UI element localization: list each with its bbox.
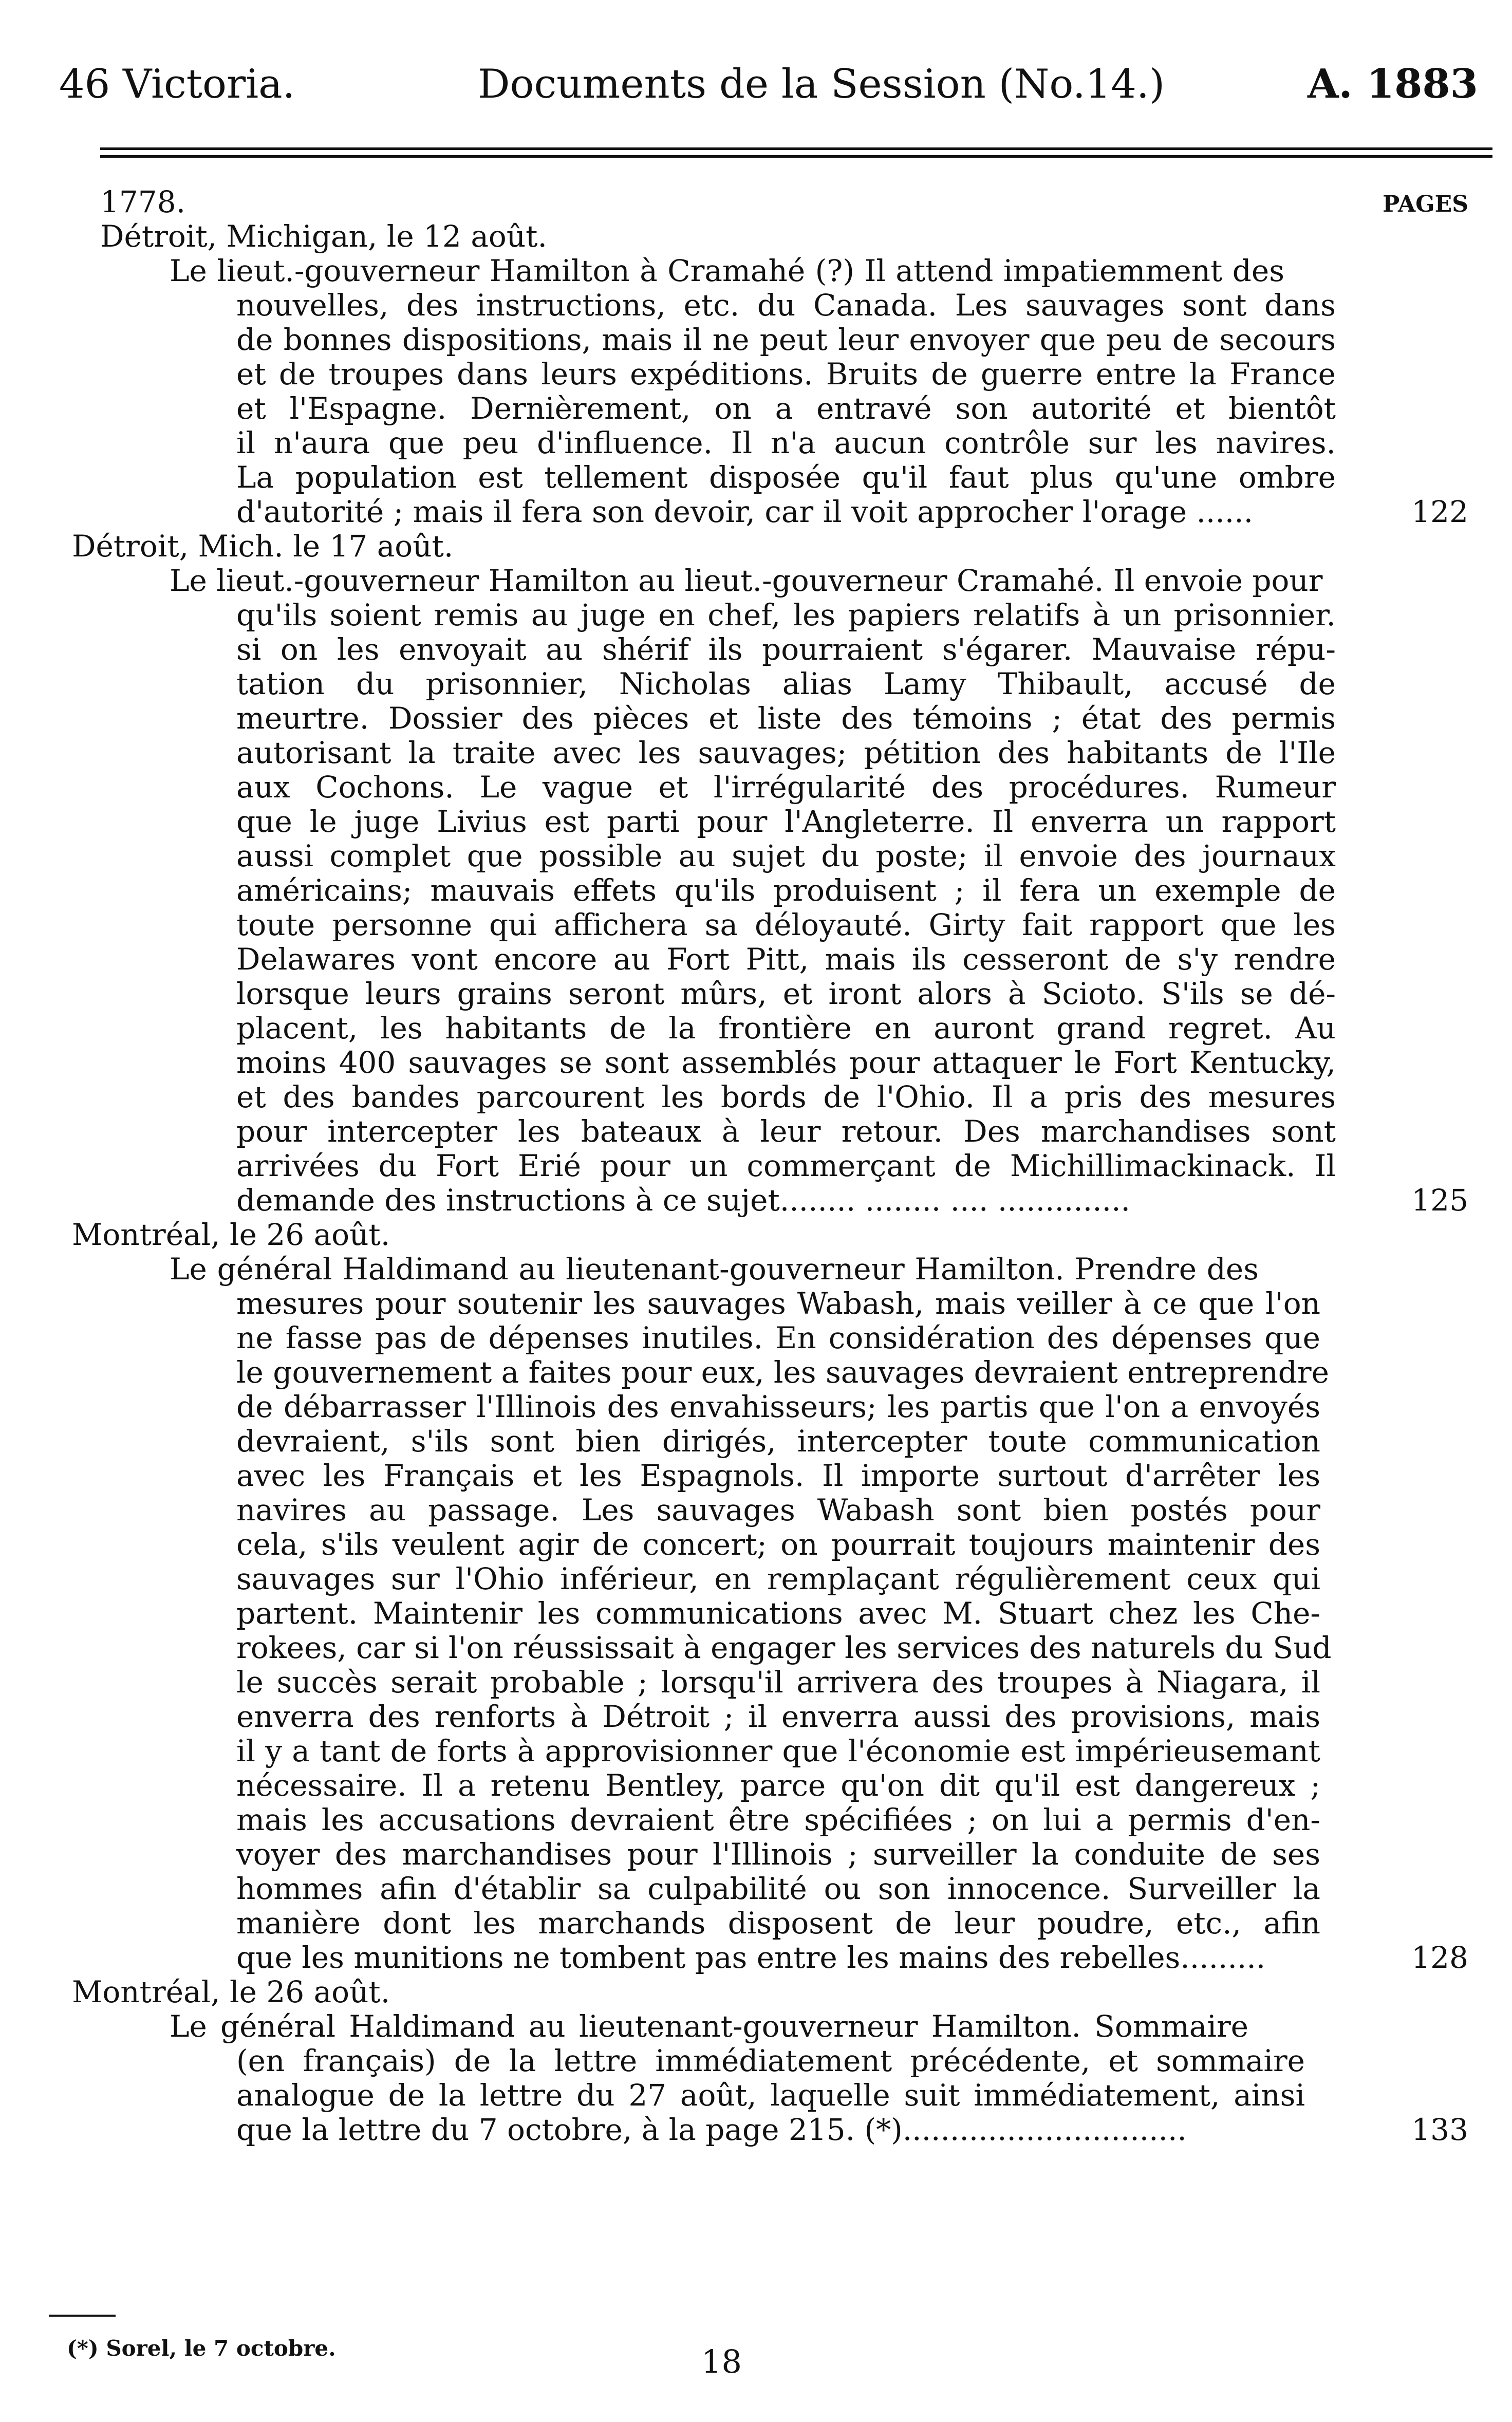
text-line [0, 908, 1512, 942]
line-text: avec les Français et les Espagnols. Il importe surtout d'arrêter les [236, 1458, 1320, 1493]
text-line [0, 2009, 1512, 2044]
text-line [0, 1390, 1512, 1424]
line-text: manière dont les marchands disposent de leur poudre, etc., afin [236, 1906, 1320, 1941]
line-text: le gouvernement a faites pour eux, les sauvages devraient entreprendre [236, 1355, 1329, 1390]
line-text: Le général Haldimand au lieutenant-gouverneur Hamilton. Prendre des [170, 1252, 1259, 1287]
text-line [0, 1287, 1512, 1321]
line-text: hommes afin d'établir sa culpabilité ou son innocence. Surveiller la [236, 1871, 1320, 1906]
text-line [0, 839, 1512, 873]
text-line [0, 254, 1512, 288]
text-line [0, 564, 1512, 598]
line-text: si on les envoyait au shérif ils pourraient s'égarer. Mauvaise répu- [236, 632, 1336, 667]
line-text: et l'Espagne. Dernièrement, on a entravé son autorité et bientôt [236, 391, 1336, 426]
line-text: moins 400 sauvages se sont assemblés pour attaquer le Fort Kentucky, [236, 1045, 1336, 1080]
line-text: d'autorité ; mais il fera son devoir, car il voit approcher l'orage ...... [236, 494, 1254, 529]
line-text: Le général Haldimand au lieutenant-gouverneur Hamilton. Sommaire [170, 2009, 1248, 2044]
document-body [0, 185, 1512, 2147]
line-text: sauvages sur l'Ohio inférieur, en remplaçant régulièrement ceux qui [236, 1561, 1320, 1596]
text-line [0, 288, 1512, 323]
line-text: demande des instructions à ce sujet........ ........ .... .............. [236, 1183, 1130, 1218]
line-text: et des bandes parcourent les bords de l'Ohio. Il a pris des mesures [236, 1079, 1336, 1114]
line-text: meurtre. Dossier des pièces et liste des témoins ; état des permis [236, 701, 1336, 736]
text-line [0, 1080, 1512, 1114]
text-line [0, 1493, 1512, 1527]
text-line [0, 667, 1512, 701]
line-text: mais les accusations devraient être spécifiées ; on lui a permis d'en- [236, 1802, 1320, 1837]
line-text: pour intercepter les bateaux à leur retour. Des marchandises sont [236, 1114, 1336, 1149]
text-line [0, 2078, 1512, 2113]
text-line [0, 873, 1512, 908]
line-text: il y a tant de forts à approvisionner que l'économie est impérieusemant [236, 1734, 1320, 1768]
footnote: (*) Sorel, le 7 octobre. [67, 2336, 336, 2361]
line-text: nouvelles, des instructions, etc. du Canada. Les sauvages sont dans [236, 288, 1336, 323]
text-line [0, 426, 1512, 460]
line-text: aussi complet que possible au sujet du poste; il envoie des journaux [236, 839, 1336, 873]
text-line [0, 1803, 1512, 1837]
line-text: qu'ils soient remis au juge en chef, les papiers relatifs à un prisonnier. [236, 598, 1336, 632]
page-reference: 133 [1411, 2112, 1468, 2147]
text-line [0, 2044, 1512, 2078]
text-line [0, 1321, 1512, 1355]
line-text: lorsque leurs grains seront mûrs, et iront alors à Scioto. S'ils se dé- [236, 976, 1336, 1011]
line-text: et de troupes dans leurs expéditions. Bruits de guerre entre la France [236, 357, 1336, 392]
line-text: devraient, s'ils sont bien dirigés, intercepter toute communication [236, 1424, 1320, 1459]
line-text: analogue de la lettre du 27 août, laquelle suit immédiatement, ainsi [236, 2078, 1305, 2113]
line-text: autorisant la traite avec les sauvages; pétition des habitants de l'Ile [236, 735, 1336, 770]
page-reference: 128 [1411, 1940, 1468, 1975]
text-line [0, 1631, 1512, 1665]
line-text: Le lieut.-gouverneur Hamilton au lieut.-gouverneur Cramahé. Il envoie pour [170, 563, 1323, 598]
text-line [0, 1665, 1512, 1700]
text-line [0, 770, 1512, 805]
line-text: de bonnes dispositions, mais il ne peut leur envoyer que peu de secours [236, 322, 1336, 357]
line-text: 1778. [100, 184, 186, 219]
text-line [0, 1872, 1512, 1906]
text-line [0, 1218, 1512, 1252]
text-line [0, 1906, 1512, 1941]
line-text: voyer des marchandises pour l'Illinois ; surveiller la conduite de ses [236, 1837, 1320, 1872]
line-text: placent, les habitants de la frontière en auront grand regret. Au [236, 1011, 1336, 1046]
text-line [0, 1975, 1512, 2009]
text-line [0, 632, 1512, 667]
text-line [0, 1459, 1512, 1493]
text-line [0, 1596, 1512, 1631]
header-year: A. 1883 [1308, 61, 1478, 107]
pages-column-heading: PAGES [1383, 191, 1468, 217]
line-text: américains; mauvais effets qu'ils produisent ; il fera un exemple de [236, 873, 1336, 908]
text-line [0, 2113, 1512, 2147]
text-line [0, 701, 1512, 736]
text-line [0, 219, 1512, 254]
line-text: rokees, car si l'on réussissait à engager les services des naturels du Sud [236, 1630, 1332, 1665]
page-reference: 125 [1411, 1183, 1468, 1218]
text-line [0, 1355, 1512, 1390]
line-text: que les munitions ne tombent pas entre les mains des rebelles......... [236, 1940, 1266, 1975]
line-text: le succès serait probable ; lorsqu'il arrivera des troupes à Niagara, il [236, 1665, 1320, 1700]
line-text: enverra des renforts à Détroit ; il enverra aussi des provisions, mais [236, 1699, 1320, 1734]
footnote-rule [49, 2315, 116, 2317]
line-text: Détroit, Michigan, le 12 août. [100, 219, 547, 254]
text-line [0, 357, 1512, 392]
text-line [0, 1046, 1512, 1080]
line-text: de débarrasser l'Illinois des envahisseurs; les partis que l'on a envoyés [236, 1389, 1320, 1424]
text-line [0, 392, 1512, 426]
line-text: partent. Maintenir les communications avec M. Stuart chez les Che- [236, 1596, 1320, 1631]
text-line [0, 323, 1512, 357]
text-line [0, 1252, 1512, 1287]
text-line [0, 736, 1512, 770]
line-text: Montréal, le 26 août. [72, 1974, 390, 2009]
line-text: arrivées du Fort Erié pour un commerçant de Michillimackinack. Il [236, 1148, 1336, 1183]
line-text: (en français) de la lettre immédiatement précédente, et sommaire [236, 2043, 1305, 2078]
text-line [0, 1527, 1512, 1562]
text-line [0, 1700, 1512, 1734]
text-line [0, 1837, 1512, 1872]
header-session-year: 46 Victoria. [59, 61, 295, 107]
line-text: ne fasse pas de dépenses inutiles. En considération des dépenses que [236, 1320, 1320, 1355]
line-text: Le lieut.-gouverneur Hamilton à Cramahé (?) Il attend impatiemment des [170, 253, 1284, 288]
line-text: cela, s'ils veulent agir de concert; on pourrait toujours maintenir des [236, 1527, 1320, 1562]
text-line [0, 495, 1512, 529]
text-line [0, 805, 1512, 839]
text-line [0, 1941, 1512, 1975]
line-text: tation du prisonnier, Nicholas alias Lamy Thibault, accusé de [236, 666, 1336, 701]
text-line [0, 1149, 1512, 1183]
text-line [0, 1734, 1512, 1768]
text-line [0, 977, 1512, 1011]
line-text: que la lettre du 7 octobre, à la page 215. (*).............................. [236, 2112, 1187, 2147]
line-text: Delawares vont encore au Fort Pitt, mais ils cesseront de s'y rendre [236, 942, 1336, 977]
page-number: 18 [701, 2343, 742, 2380]
text-line [0, 1562, 1512, 1596]
header-document-title: Documents de la Session (No.14.) [478, 61, 1165, 107]
text-line [0, 185, 1512, 219]
line-text: navires au passage. Les sauvages Wabash sont bien postés pour [236, 1493, 1320, 1527]
line-text: il n'aura que peu d'influence. Il n'a aucun contrôle sur les navires. [236, 425, 1336, 460]
text-line [0, 598, 1512, 632]
line-text: nécessaire. Il a retenu Bentley, parce qu'on dit qu'il est dangereux ; [236, 1768, 1320, 1803]
page-reference: 122 [1411, 494, 1468, 529]
line-text: Détroit, Mich. le 17 août. [72, 529, 454, 564]
text-line [0, 529, 1512, 564]
text-line [0, 942, 1512, 977]
header-rule-top [100, 147, 1492, 150]
line-text: Montréal, le 26 août. [72, 1217, 390, 1252]
text-line [0, 1011, 1512, 1046]
text-line [0, 1114, 1512, 1149]
line-text: toute personne qui affichera sa déloyauté. Girty fait rapport que les [236, 907, 1336, 942]
line-text: La population est tellement disposée qu'il faut plus qu'une ombre [236, 460, 1336, 495]
text-line [0, 1768, 1512, 1803]
text-line [0, 460, 1512, 495]
line-text: que le juge Livius est parti pour l'Angleterre. Il enverra un rapport [236, 804, 1336, 839]
text-line [0, 1424, 1512, 1459]
text-line [0, 1183, 1512, 1218]
line-text: aux Cochons. Le vague et l'irrégularité des procédures. Rumeur [236, 770, 1336, 805]
header-rule-bottom [100, 155, 1492, 158]
line-text: mesures pour soutenir les sauvages Wabash, mais veiller à ce que l'on [236, 1286, 1320, 1321]
